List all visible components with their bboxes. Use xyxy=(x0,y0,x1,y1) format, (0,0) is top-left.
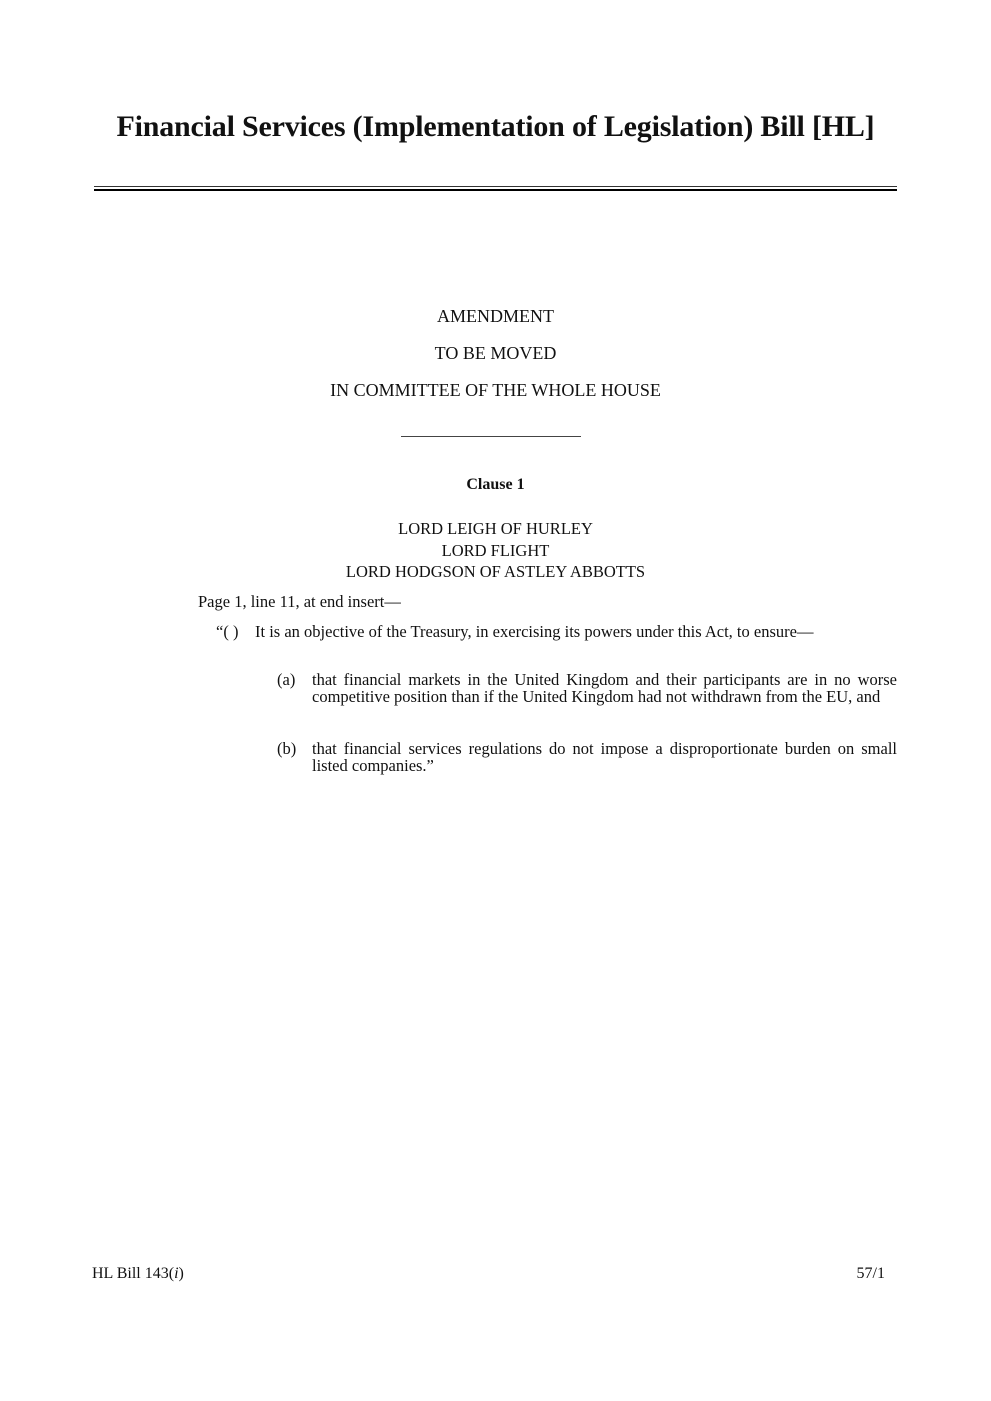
item-label-b: (b) xyxy=(277,739,297,758)
title-rule-thick xyxy=(94,189,897,191)
header-to-be-moved: TO BE MOVED xyxy=(434,343,557,363)
sponsor-name: LORD LEIGH OF HURLEY xyxy=(398,519,593,538)
sponsor-name: LORD HODGSON OF ASTLEY ABBOTTS xyxy=(345,562,646,581)
clause-heading: Clause 1 xyxy=(466,476,525,493)
amendment-instruction: Page 1, line 11, at end insert— xyxy=(198,592,401,611)
item-text-b: that financial services regulations do not impose a disproportionate burden on small listed companies.” xyxy=(312,739,897,775)
sponsor-list xyxy=(0,518,991,583)
item-label-a: (a) xyxy=(277,670,296,689)
bill-title: Financial Services (Implementation of Legislation) Bill [HL] xyxy=(116,110,875,143)
section-divider xyxy=(401,436,581,437)
title-rule-thin xyxy=(94,186,897,187)
bill-ref-italic: i xyxy=(174,1265,179,1282)
sponsor-name: LORD FLIGHT xyxy=(441,540,550,560)
item-text-a: that financial markets in the United Kingdom and their participants are in no worse competitive position than if the United Kingdom had not withdrawn from the EU, and xyxy=(312,670,897,706)
bill-ref-suffix: ) xyxy=(178,1265,184,1282)
bill-ref-prefix: HL Bill 143( xyxy=(92,1265,175,1282)
bill-reference xyxy=(92,1265,184,1283)
page-reference: 57/1 xyxy=(856,1265,885,1282)
header-committee: IN COMMITTEE OF THE WHOLE HOUSE xyxy=(330,380,661,400)
amendment-number: “( ) xyxy=(216,622,239,641)
header-amendment: AMENDMENT xyxy=(437,306,554,326)
amendment-lead-text: It is an objective of the Treasury, in exercising its powers under this Act, to ensure— xyxy=(255,622,814,641)
